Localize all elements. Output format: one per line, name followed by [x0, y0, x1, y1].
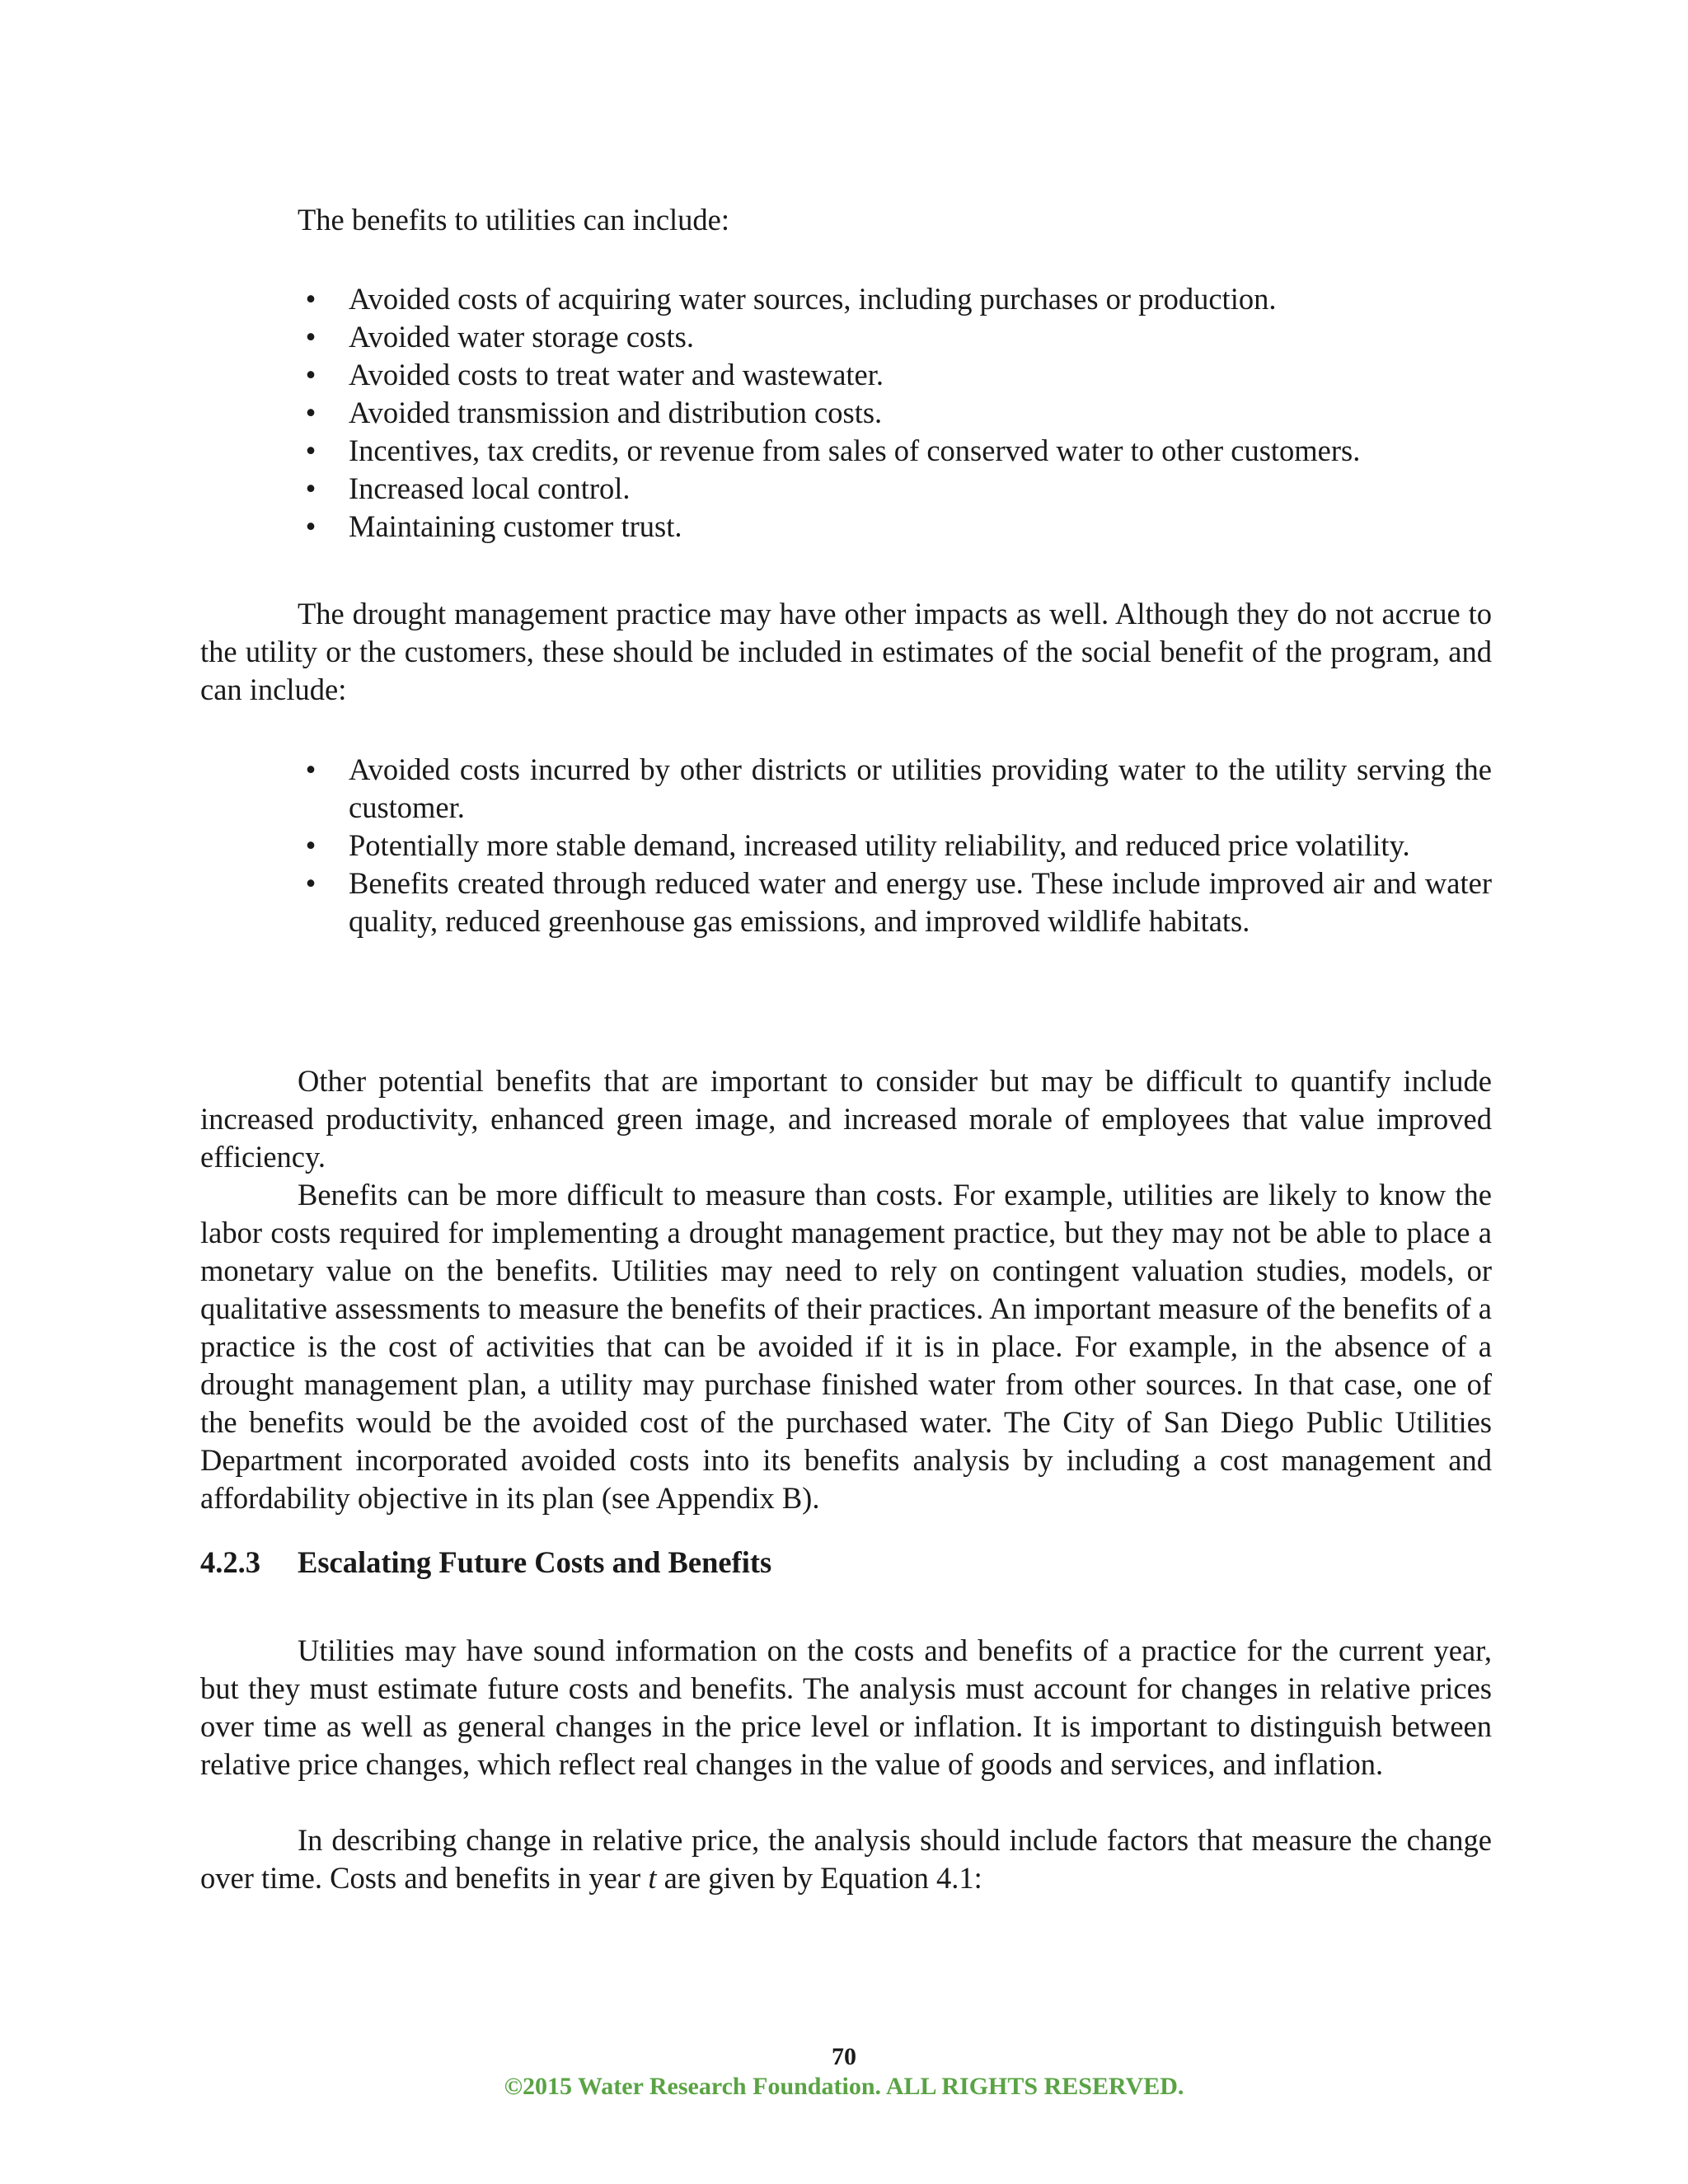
bullet-icon: • [305, 509, 316, 543]
list-item: • Potentially more stable demand, increased utility reliability, and reduced price volatility. [349, 827, 1492, 865]
variable-t: t [648, 1861, 657, 1895]
bullet-icon: • [305, 358, 316, 391]
section-number: 4.2.3 [200, 1545, 260, 1579]
bullet-icon: • [305, 828, 316, 862]
list-item: • Incentives, tax credits, or revenue from sales of conserved water to other customers. [349, 432, 1492, 470]
list-item: • Increased local control. [349, 470, 1492, 508]
utility-benefits-list [305, 280, 1492, 546]
page-number: 70 [832, 2043, 856, 2070]
bullet-icon: • [305, 866, 316, 900]
list-item: • Avoided costs incurred by other districts or utilities providing water to the utility serving the customer. [349, 751, 1492, 827]
list-item: • Avoided water storage costs. [349, 318, 1492, 356]
paragraph-relative-price: In describing change in relative price, the analysis should include factors that measure the change over time. Costs and benefits in year t are given by Equation 4.1: [200, 1823, 1492, 1895]
section-heading [200, 1544, 771, 1582]
list-item: • Benefits created through reduced water and energy use. These include improved air and water quality, reduced greenhouse gas emissions, and improved wildlife habitats. [349, 865, 1492, 940]
list-item: • Maintaining customer trust. [349, 508, 1492, 546]
paragraph-other-impacts: The drought management practice may have other impacts as well. Although they do not accrue to the utility or the customers, these should be included in estimates of the social benefit of the program, and can include: [200, 597, 1492, 706]
list-item: • Avoided transmission and distribution costs. [349, 394, 1492, 432]
bullet-icon: • [305, 471, 316, 505]
bullet-icon: • [305, 434, 316, 467]
copyright-notice: ©2015 Water Research Foundation. ALL RIGHTS RESERVED. [504, 2073, 1184, 2100]
document-page [200, 0, 1492, 2184]
bullet-icon: • [305, 320, 316, 354]
list-item: • Avoided costs of acquiring water sources, including purchases or production. [349, 280, 1492, 318]
bullet-icon: • [305, 396, 316, 429]
list-item: • Avoided costs to treat water and wastewater. [349, 356, 1492, 394]
social-benefits-list [305, 751, 1492, 940]
paragraph-difficult-measure: Benefits can be more difficult to measure than costs. For example, utilities are likely to know the labor costs required for implementing a drought management practice, but they may not be able to place a monetary value on the benefits. Utilities may need to rely on contingent valuation studies, models, or qualitative assessments to measure the benefits of their practices. An important measure of the benefits of a practice is the cost of activities that can be avoided if it is in place. For example, in the absence of a drought management plan, a utility may purchase finished water from other sources. In that case, one of the benefits would be the avoided cost of the purchased water. The City of San Diego Public Utilities Department incorporated avoided costs into its benefits analysis by including a cost management and affordability objective in its plan (see Appendix B). [200, 1178, 1492, 1515]
intro-text: The benefits to utilities can include: [298, 203, 730, 237]
section-title: Escalating Future Costs and Benefits [298, 1545, 772, 1579]
bullet-icon: • [305, 282, 316, 316]
bullet-icon: • [305, 752, 316, 786]
paragraph-other-potential: Other potential benefits that are important to consider but may be difficult to quantify include increased productivity, enhanced green image, and increased morale of employees that value improved efficiency. [200, 1064, 1492, 1174]
paragraph-sound-info: Utilities may have sound information on the costs and benefits of a practice for the current year, but they must estimate future costs and benefits. The analysis must account for changes in relative prices over time as well as general changes in the price level or inflation. It is important to distinguish between relative price changes, which reflect real changes in the value of goods and services, and inflation. [200, 1633, 1492, 1781]
